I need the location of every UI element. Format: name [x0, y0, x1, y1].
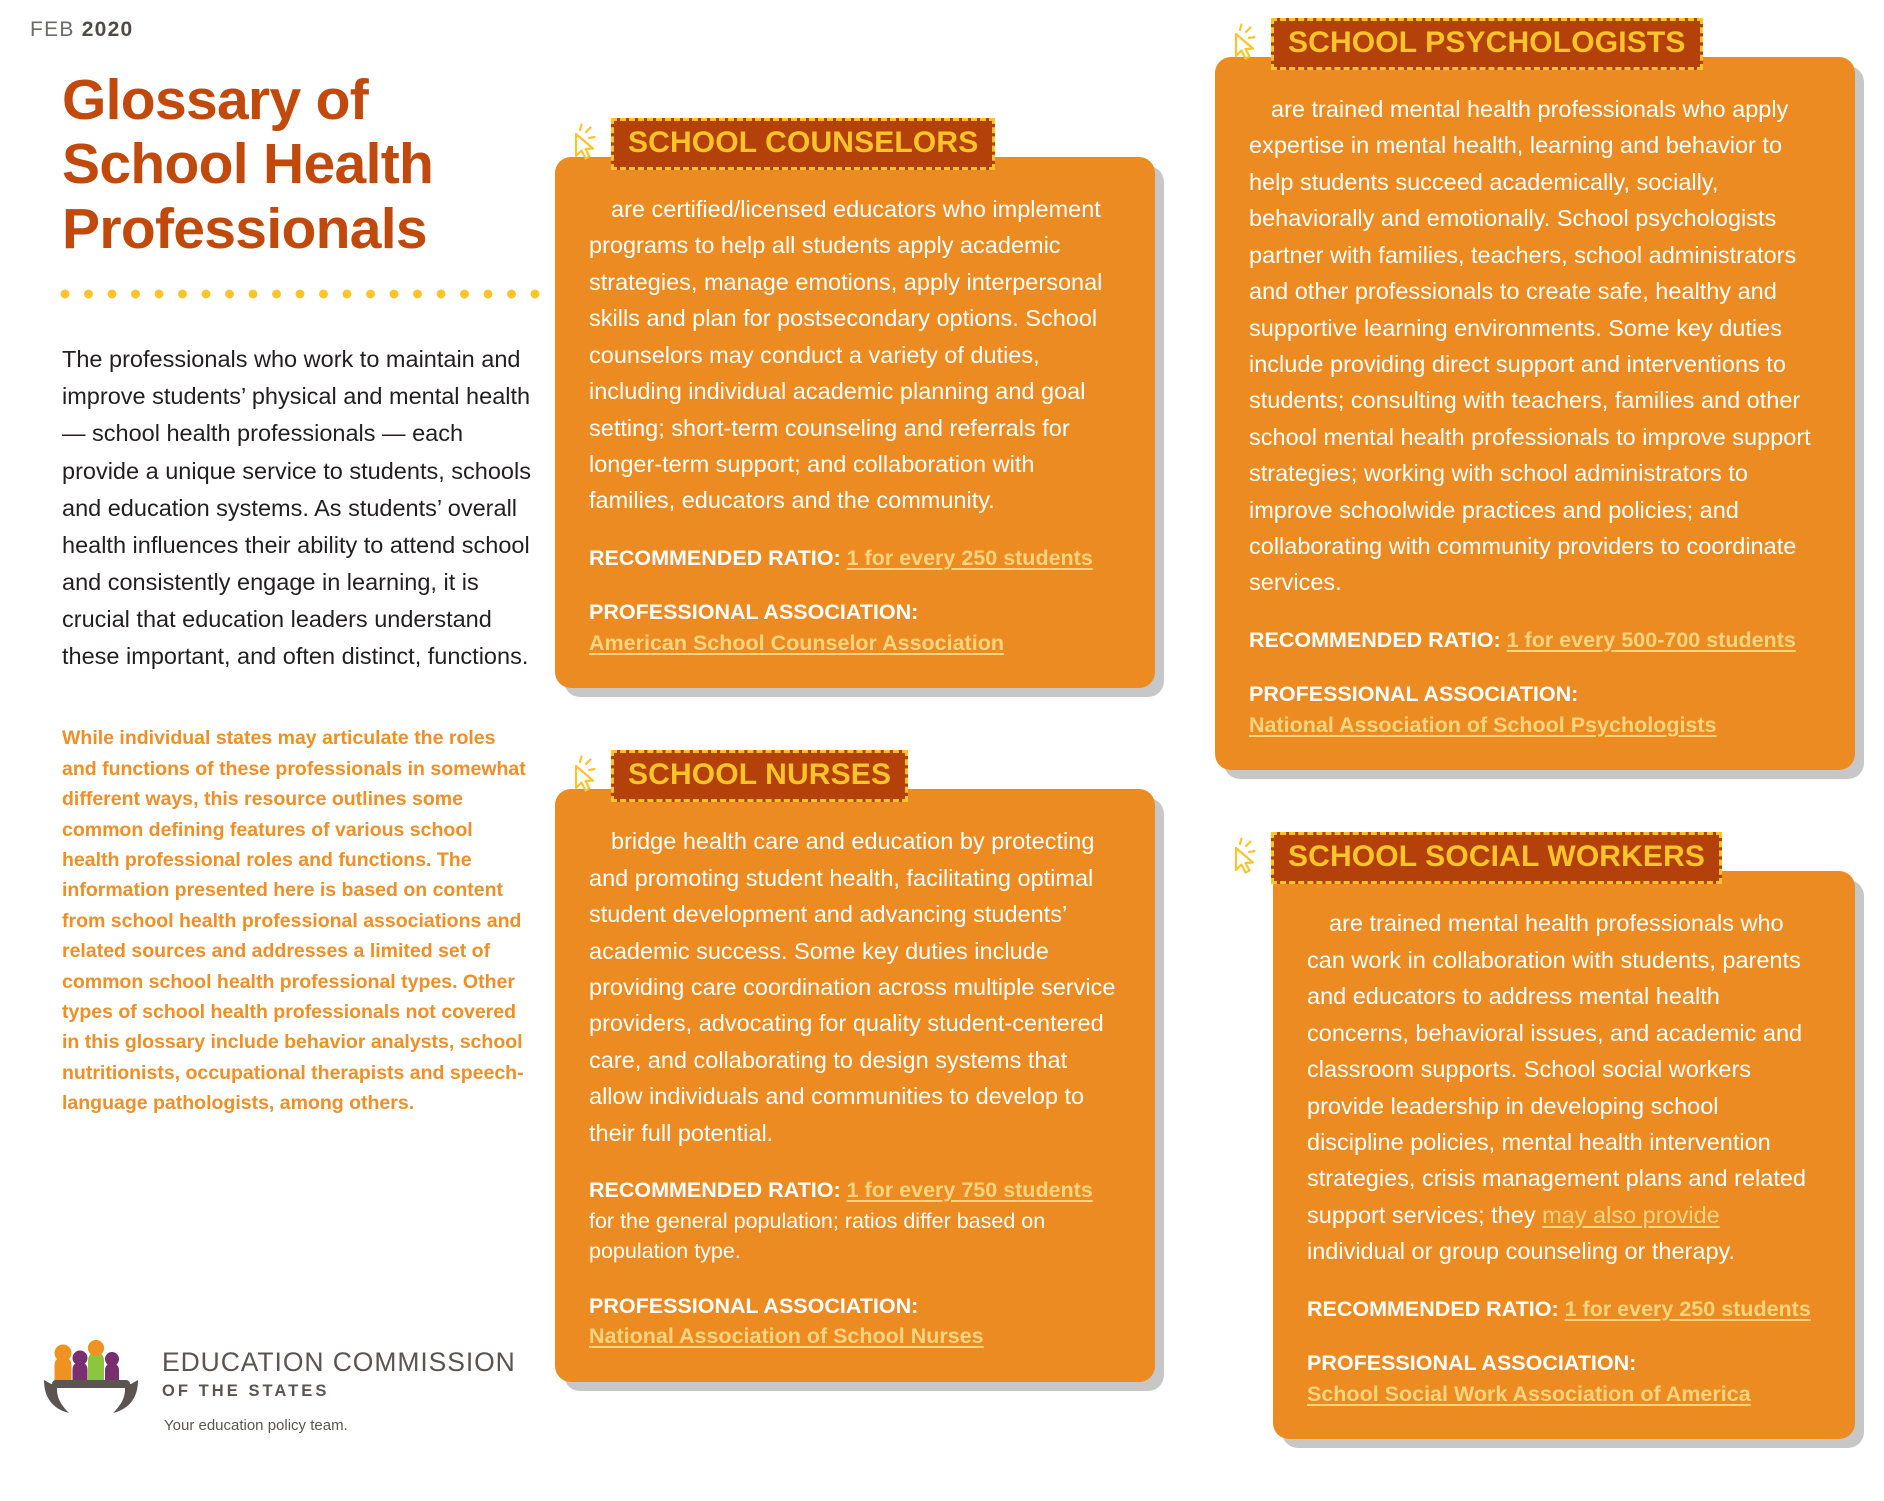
association-link-nurses[interactable]: National Association of School Nurses: [589, 1324, 984, 1349]
ratio-label: RECOMMENDED RATIO:: [589, 545, 841, 570]
association-link-counselors[interactable]: American School Counselor Association: [589, 630, 1004, 655]
association-line-social-workers: [1307, 1348, 1821, 1409]
card-school-social-workers: [1215, 832, 1855, 1439]
card-body-nurses: [555, 789, 1155, 1381]
card-header-counselors: [567, 118, 1155, 170]
middle-card-column: [555, 118, 1155, 1444]
card-title-counselors[interactable]: SCHOOL COUNSELORS: [611, 118, 995, 170]
cursor-click-icon: [1227, 23, 1261, 65]
ratio-line-counselors: [589, 543, 1121, 574]
intro-paragraph: The professionals who work to maintain and improve students’ physical and mental health — school health professionals — each provide a unique service to students, schools and education systems. As students’ overall health influences their ability to attend school and consistently engage in learning, it is crucial that education leaders understand these important, and often distinct, functions.: [62, 346, 531, 670]
intro-column: [30, 18, 550, 1119]
card-description-psychologists: are trained mental health professionals who apply expertise in mental health, learning and behavior to help students succeed academically, socially, behaviorally and emotionally. School psychologists partner with families, teachers, school administrators and other professionals to create safe, healthy and supportive learning environments. Some key duties include providing direct support and interventions to students; consulting with teachers, families and other school mental health professionals to improve support strategies; working with school administrators to improve schoolwide practices and policies; and collaborating with community providers to coordinate services.: [1249, 96, 1811, 596]
cursor-click-icon: [567, 123, 601, 165]
ratio-label: RECOMMENDED RATIO:: [1249, 627, 1501, 652]
association-label: PROFESSIONAL ASSOCIATION:: [589, 1293, 919, 1318]
card-header-psychologists: [1227, 18, 1855, 70]
dotted-divider: [60, 289, 548, 299]
card-title-social-workers[interactable]: SCHOOL SOCIAL WORKERS: [1271, 832, 1722, 884]
ecs-logo-icon: [38, 1332, 144, 1424]
association-label: PROFESSIONAL ASSOCIATION:: [1249, 682, 1579, 707]
ratio-line-social-workers: [1307, 1294, 1821, 1325]
association-label: PROFESSIONAL ASSOCIATION:: [1307, 1351, 1637, 1376]
date-month: FEB: [30, 18, 75, 41]
social-workers-text-part2: individual or group counseling or therapy.: [1307, 1238, 1736, 1265]
association-label: PROFESSIONAL ASSOCIATION:: [589, 600, 919, 625]
ratio-link-psychologists[interactable]: 1 for every 500-700 students: [1506, 627, 1796, 652]
date-year: 2020: [81, 18, 134, 41]
card-description-counselors: are certified/licensed educators who implement programs to help all students apply academic strategies, manage emotions, apply interpersonal skills and plan for postsecondary options. School counselors may conduct a variety of duties, including individual academic planning and goal setting; short-term counseling and referrals for longer-term support; and collaboration with families, educators and the community.: [589, 196, 1103, 514]
card-description-nurses: bridge health care and education by protecting and promoting student health, facilitating optimal student development and advancing students’ academic success. Some key duties include providing care coordination across multiple service providers, advocating for quality student-centered care, and collaborating to design systems that allow individuals and communities to develop to their full potential.: [589, 828, 1116, 1146]
card-school-nurses: [555, 750, 1155, 1381]
logo-name: EDUCATION COMMISSION: [162, 1347, 516, 1377]
title-line-1: Glossary of: [62, 68, 369, 132]
logo-wordmark: [162, 1332, 516, 1434]
ratio-label: RECOMMENDED RATIO:: [589, 1178, 841, 1203]
publication-date: [30, 18, 550, 42]
card-body-psychologists: [1215, 57, 1855, 770]
card-school-psychologists: [1215, 18, 1855, 770]
title-line-2: School Health: [62, 132, 434, 197]
ratio-link-nurses[interactable]: 1 for every 750 students: [846, 1178, 1093, 1203]
ratio-link-social-workers[interactable]: 1 for every 250 students: [1564, 1296, 1811, 1321]
card-body-social-workers: [1273, 871, 1855, 1439]
association-line-psychologists: [1249, 679, 1821, 740]
organization-logo: [38, 1332, 516, 1434]
ratio-line-nurses: [589, 1175, 1121, 1267]
card-body-counselors: [555, 157, 1155, 688]
association-line-nurses: [589, 1291, 1121, 1352]
association-link-psychologists[interactable]: National Association of School Psychologists: [1249, 712, 1717, 737]
association-link-social-workers[interactable]: School Social Work Association of America: [1307, 1381, 1751, 1406]
right-card-column: [1215, 18, 1855, 1501]
ratio-link-counselors[interactable]: 1 for every 250 students: [846, 545, 1093, 570]
card-description-social-workers: [1307, 905, 1821, 1269]
may-also-provide-link[interactable]: may also provide: [1542, 1201, 1720, 1228]
scope-note-paragraph: While individual states may articulate the roles and functions of these professionals in somewhat different ways, this resource outlines some common defining features of various school health professional roles and functions. The information presented here is based on content from school health professional associations and related sources and addresses a limited set of common school health professional types. Other types of school health professionals not covered in this glossary include behavior analysts, school nutritionists, occupational therapists and speech-language pathologists, among others.: [62, 727, 526, 1115]
logo-subname: OF THE STATES: [162, 1382, 330, 1400]
title-line-3: Professionals: [62, 196, 427, 261]
card-title-nurses[interactable]: SCHOOL NURSES: [611, 750, 908, 802]
cursor-click-icon: [1227, 837, 1261, 879]
association-line-counselors: [589, 597, 1121, 658]
page-title: [62, 68, 550, 261]
card-school-counselors: [555, 118, 1155, 688]
card-header-nurses: [567, 750, 1155, 802]
ratio-label: RECOMMENDED RATIO:: [1307, 1296, 1559, 1321]
logo-tagline: Your education policy team.: [164, 1417, 348, 1434]
ratio-tail-nurses: for the general population; ratios differ based on population type.: [589, 1208, 1046, 1264]
card-title-psychologists[interactable]: SCHOOL PSYCHOLOGISTS: [1271, 18, 1703, 70]
ratio-line-psychologists: [1249, 625, 1821, 656]
social-workers-text-part1: are trained mental health professionals who can work in collaboration with students, parents and educators to address mental health concerns, behavioral issues, and academic and classroom supports. School social workers provide leadership in developing school discipline policies, mental health intervention strategies, crisis management plans and related support services; they: [1307, 910, 1806, 1228]
cursor-click-icon: [567, 755, 601, 797]
card-header-social-workers: [1227, 832, 1855, 884]
